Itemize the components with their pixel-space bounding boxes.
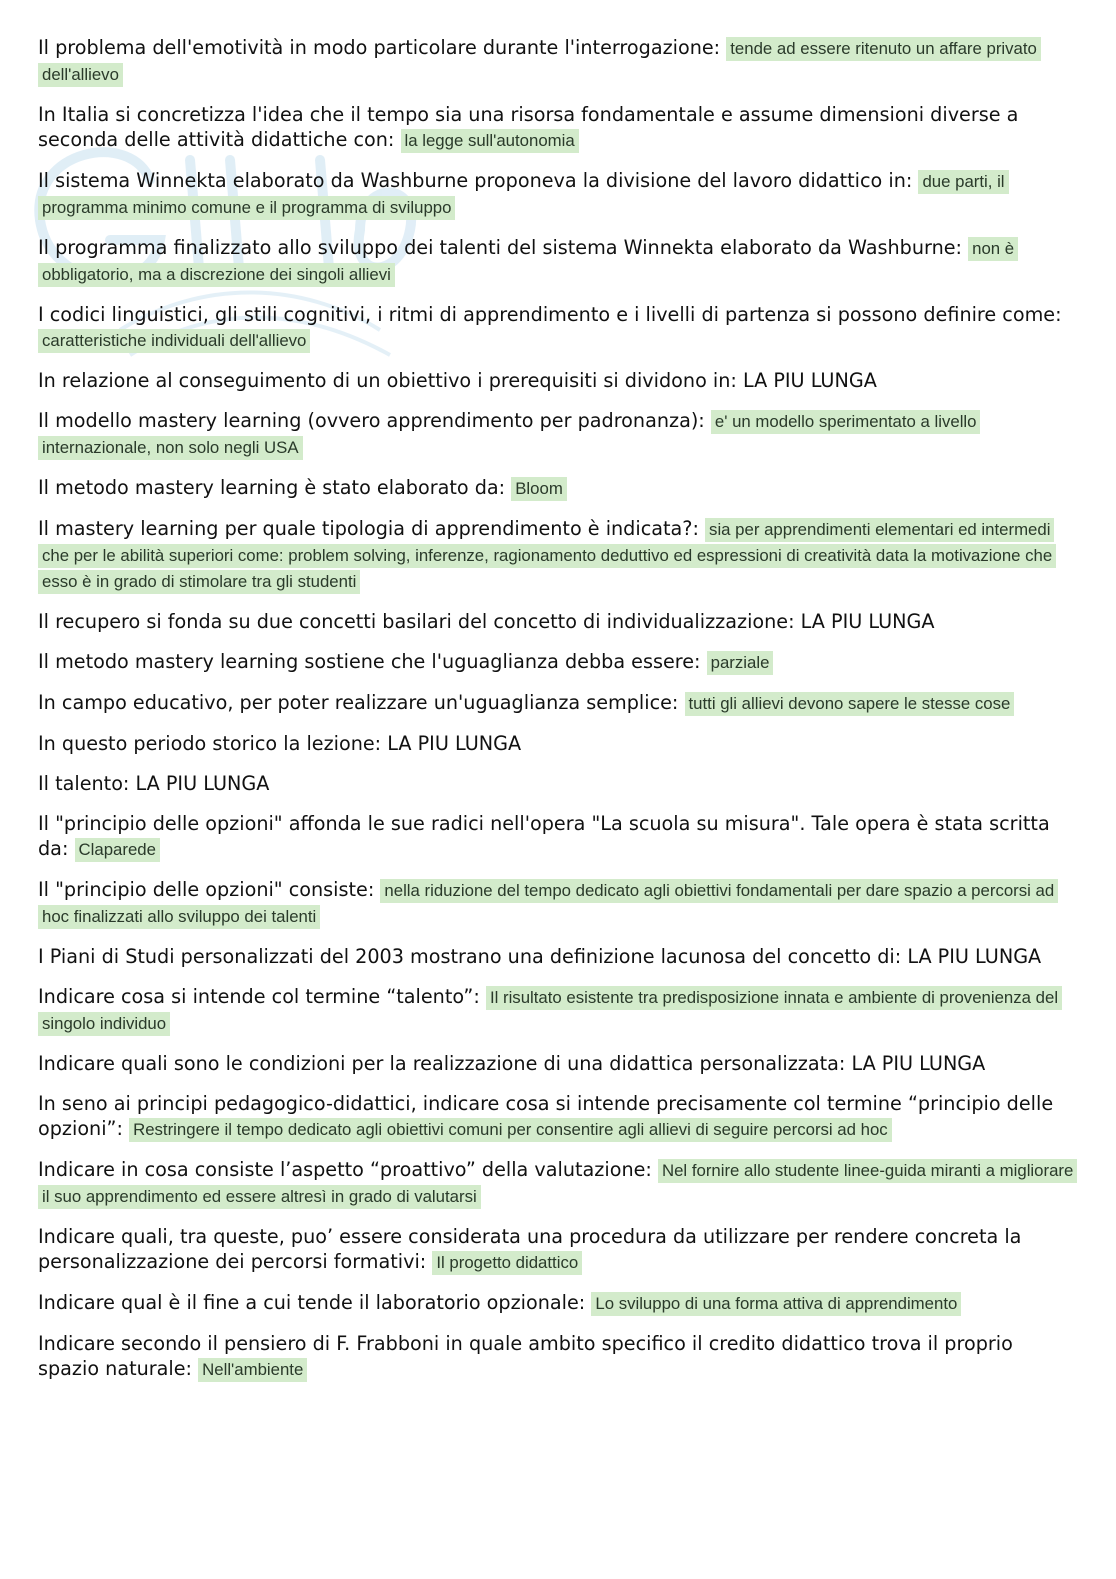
answer-highlight: Il risultato esistente tra predisposizione innata e ambiente di provenienza del singolo individuo <box>38 986 1062 1036</box>
qa-item <box>38 168 1078 220</box>
qa-item <box>38 984 1078 1036</box>
qa-item <box>38 1157 1078 1209</box>
qa-item <box>38 877 1078 929</box>
question-text: I Piani di Studi personalizzati del 2003 mostrano una definizione lacunosa del concetto di: LA PIU LUNGA <box>38 945 1042 968</box>
question-text: In questo periodo storico la lezione: LA PIU LUNGA <box>38 732 522 755</box>
question-text: Indicare quali sono le condizioni per la realizzazione di una didattica personalizzata: LA PIU LUNGA <box>38 1052 986 1075</box>
question-text: In campo educativo, per poter realizzare un'uguaglianza semplice: <box>38 691 679 714</box>
answer-highlight: tende ad essere ritenuto un affare privato dell'allievo <box>38 37 1041 87</box>
qa-item <box>38 811 1078 862</box>
answer-highlight: due parti, il programma minimo comune e il programma di sviluppo <box>38 170 1009 220</box>
qa-item <box>38 408 1078 460</box>
qa-item <box>38 1091 1078 1142</box>
question-text: Il mastery learning per quale tipologia di apprendimento è indicata?: <box>38 517 699 540</box>
question-text: Il metodo mastery learning è stato elaborato da: <box>38 476 506 499</box>
qa-item <box>38 516 1078 594</box>
question-text: Il metodo mastery learning sostiene che l'uguaglianza debba essere: <box>38 650 701 673</box>
qa-item <box>38 690 1078 716</box>
question-text: In seno ai principi pedagogico-didattici, indicare cosa si intende precisamente col termine “principio delle opzioni”: <box>38 1092 1054 1140</box>
qa-item <box>38 475 1078 501</box>
question-text: Il modello mastery learning (ovvero apprendimento per padronanza): <box>38 409 705 432</box>
answer-highlight: e' un modello sperimentato a livello internazionale, non solo negli USA <box>38 410 980 460</box>
answer-highlight: parziale <box>707 651 774 675</box>
qa-item <box>38 649 1078 675</box>
answer-highlight: Claparede <box>75 838 160 862</box>
qa-item <box>38 1051 1078 1076</box>
qa-item <box>38 368 1078 393</box>
question-text: Il programma finalizzato allo sviluppo dei talenti del sistema Winnekta elaborato da Washburne: <box>38 236 962 259</box>
qa-item <box>38 1331 1078 1382</box>
qa-item <box>38 609 1078 634</box>
qa-item <box>38 235 1078 287</box>
question-text: In Italia si concretizza l'idea che il tempo sia una risorsa fondamentale e assume dimensioni diverse a seconda delle attività didattiche con: <box>38 103 1019 151</box>
qa-item <box>38 1290 1078 1316</box>
question-text: Indicare cosa si intende col termine “talento”: <box>38 985 480 1008</box>
question-text: Il sistema Winnekta elaborato da Washburne proponeva la divisione del lavoro didattico in: <box>38 169 913 192</box>
answer-highlight: Lo sviluppo di una forma attiva di apprendimento <box>591 1292 961 1316</box>
qa-item <box>38 1224 1078 1275</box>
qa-item <box>38 35 1078 87</box>
answer-highlight: Bloom <box>511 477 567 501</box>
answer-highlight: nella riduzione del tempo dedicato agli obiettivi fondamentali per dare spazio a percorsi ad hoc finalizzati allo sviluppo dei talenti <box>38 879 1058 929</box>
qa-item <box>38 731 1078 756</box>
question-text: Il problema dell'emotività in modo particolare durante l'interrogazione: <box>38 36 721 59</box>
question-text: Indicare quali, tra queste, puo’ essere considerata una procedura da utilizzare per rendere concreta la personalizzazione dei percorsi formativi: <box>38 1225 1022 1273</box>
question-text: Indicare secondo il pensiero di F. Frabboni in quale ambito specifico il credito didattico trova il proprio spazio naturale: <box>38 1332 1013 1380</box>
answer-highlight: Nell'ambiente <box>198 1358 307 1382</box>
answer-highlight: Restringere il tempo dedicato agli obiettivi comuni per consentire agli allievi di seguire percorsi ad hoc <box>129 1118 892 1142</box>
question-text: Il "principio delle opzioni" affonda le sue radici nell'opera "La scuola su misura". Tale opera è stata scritta da: <box>38 812 1050 860</box>
answer-highlight: non è obbligatorio, ma a discrezione dei singoli allievi <box>38 237 1018 287</box>
question-text: Il talento: LA PIU LUNGA <box>38 772 270 795</box>
question-text: Indicare qual è il fine a cui tende il laboratorio opzionale: <box>38 1291 586 1314</box>
answer-highlight: Il progetto didattico <box>432 1251 582 1275</box>
question-text: Indicare in cosa consiste l’aspetto “proattivo” della valutazione: <box>38 1158 652 1181</box>
answer-highlight: Nel fornire allo studente linee-guida miranti a migliorare il suo apprendimento ed essere altresì in grado di valutarsi <box>38 1159 1077 1209</box>
qa-item <box>38 302 1078 353</box>
qa-item <box>38 771 1078 796</box>
qa-item <box>38 102 1078 153</box>
question-text: Il "principio delle opzioni" consiste: <box>38 878 375 901</box>
answer-highlight: tutti gli allievi devono sapere le stesse cose <box>685 692 1015 716</box>
question-text: In relazione al conseguimento di un obiettivo i prerequisiti si dividono in: LA PIU LUNGA <box>38 369 877 392</box>
answer-highlight: caratteristiche individuali dell'allievo <box>38 329 310 353</box>
answer-highlight: la legge sull'autonomia <box>401 129 579 153</box>
question-text: I codici linguistici, gli stili cognitivi, i ritmi di apprendimento e i livelli di partenza si possono definire come: <box>38 303 1062 326</box>
question-text: Il recupero si fonda su due concetti basilari del concetto di individualizzazione: LA PIU LUNGA <box>38 610 935 633</box>
document-page <box>38 35 1078 1397</box>
answer-highlight: sia per apprendimenti elementari ed intermedi che per le abilità superiori come: problem solving, inferenze, ragionamento deduttivo ed espressioni di creatività data la motivazione che esso è in grado di stimolare tra gli studenti <box>38 518 1056 594</box>
qa-item <box>38 944 1078 969</box>
